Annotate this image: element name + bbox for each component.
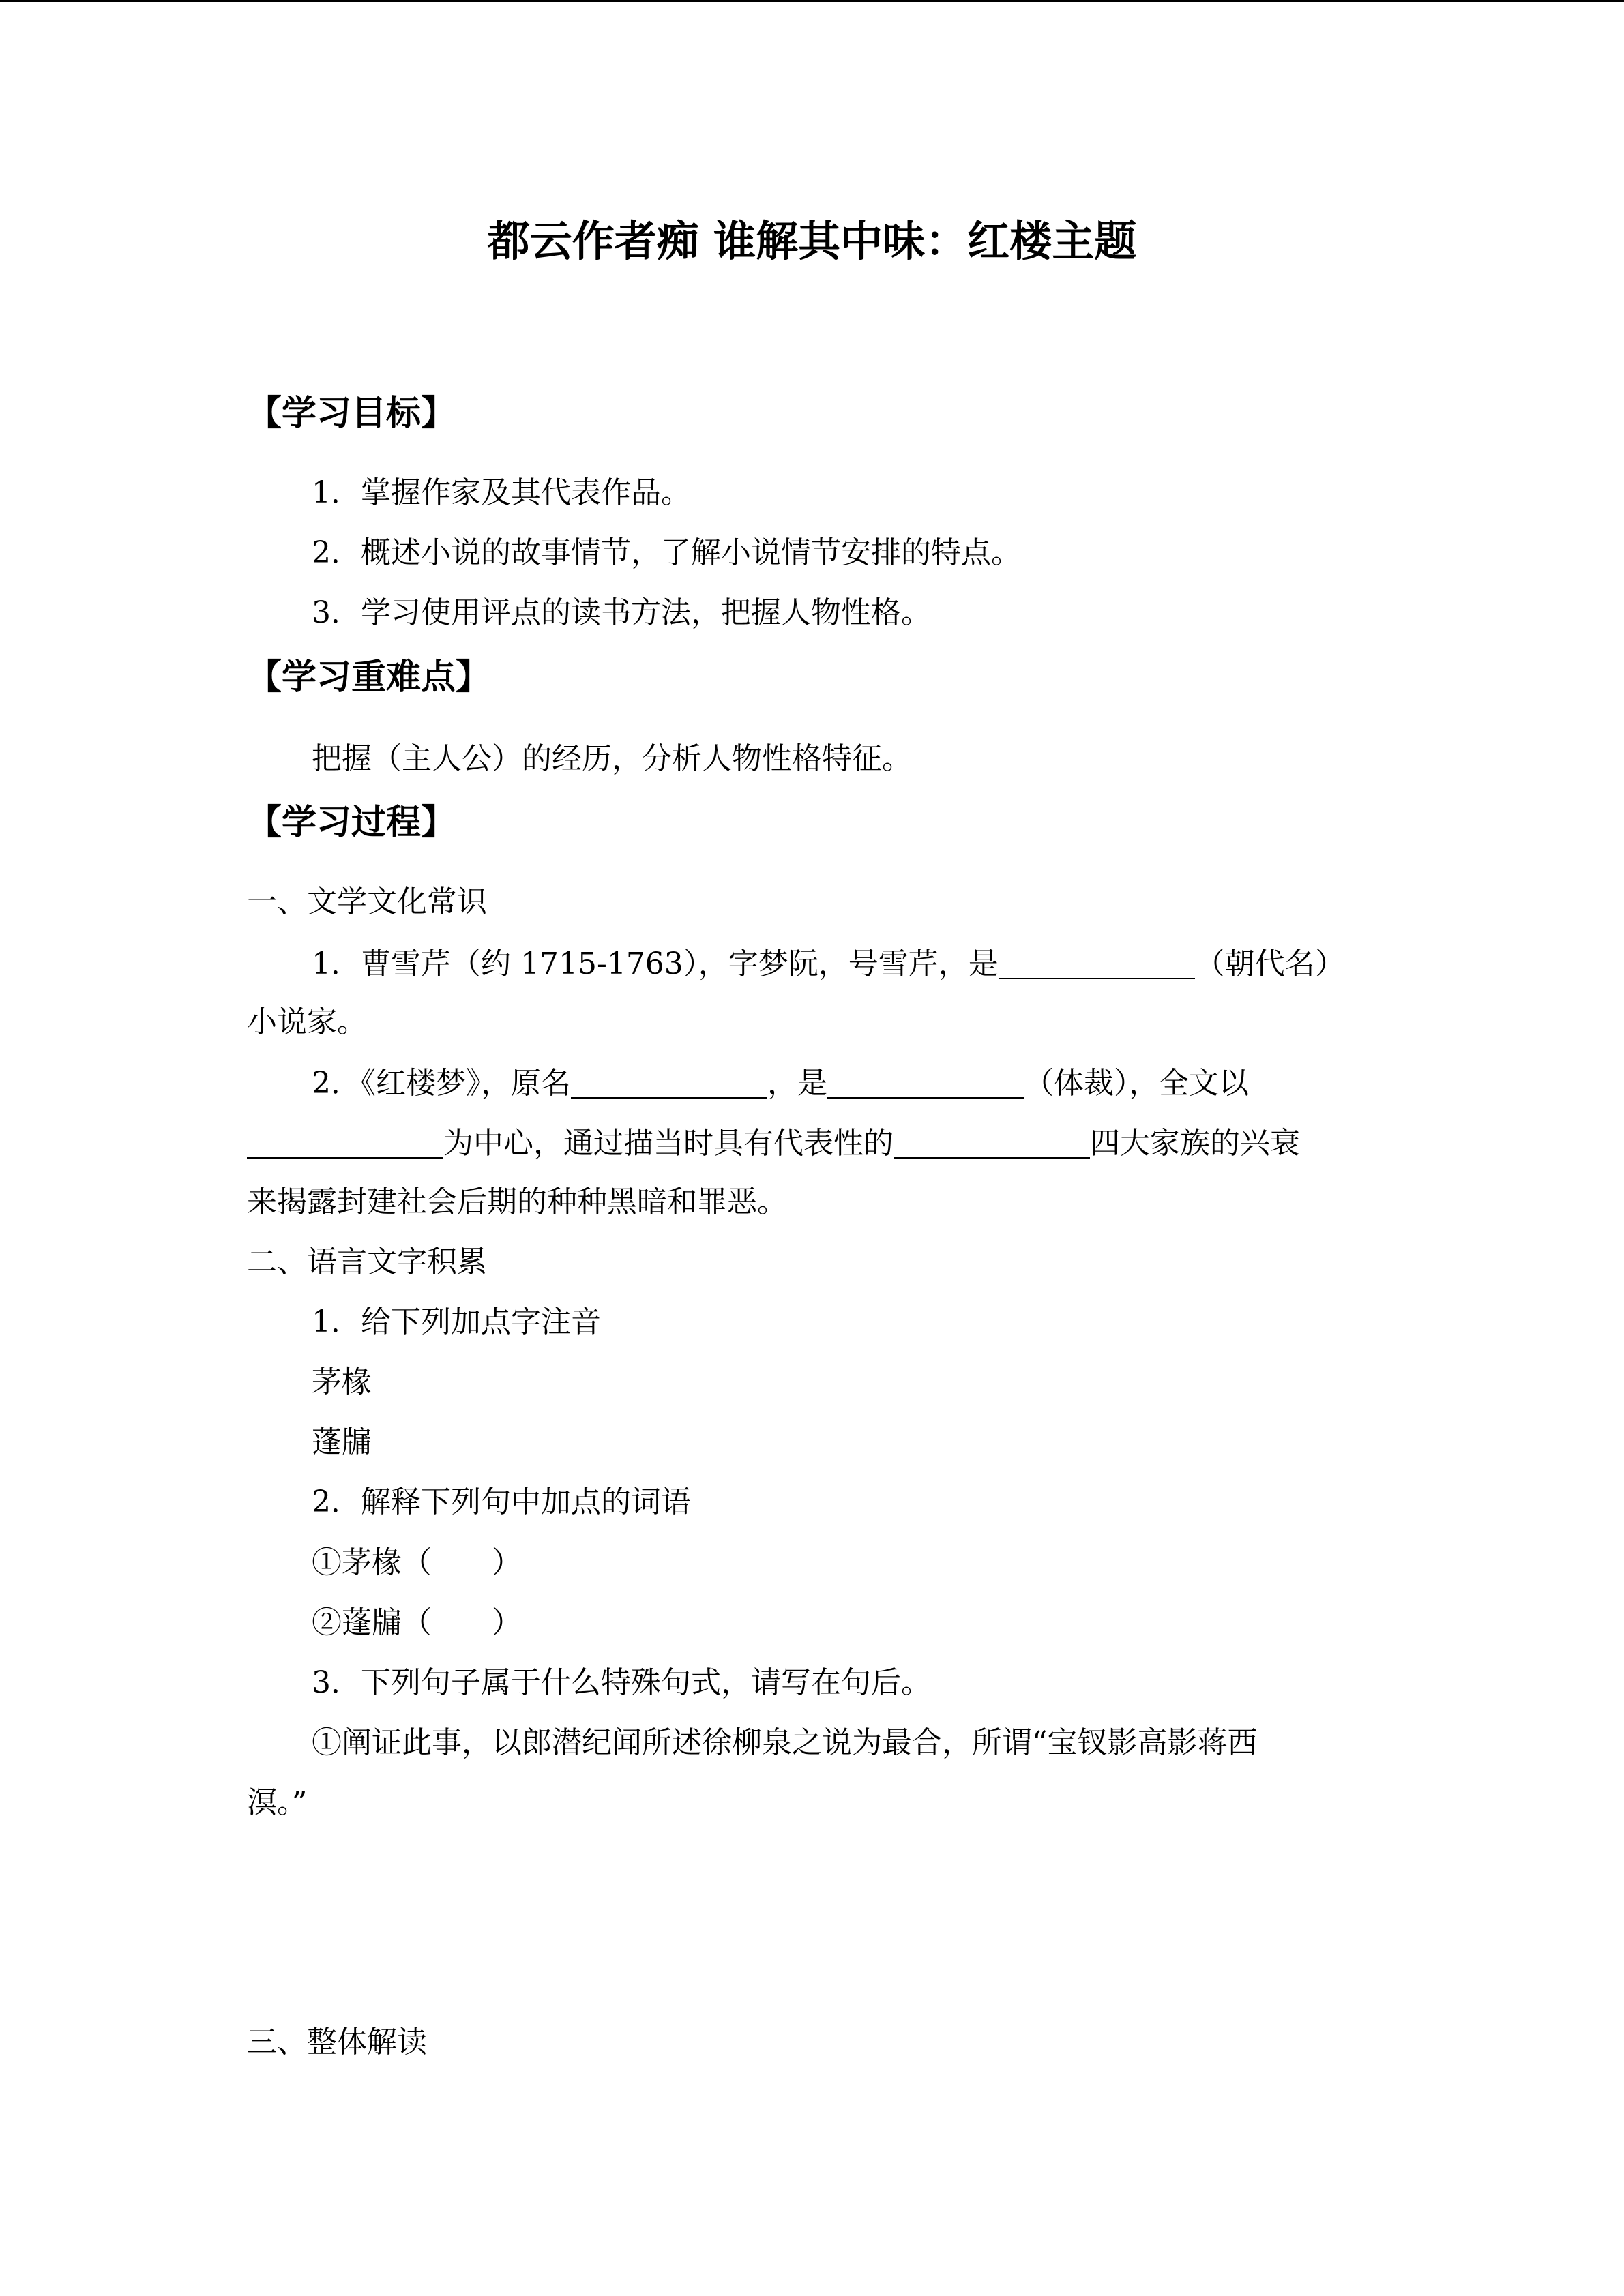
part3-heading: 三、整体解读 [247, 2025, 427, 2059]
objective-item-3: 3．学习使用评点的读书方法，把握人物性格。 [312, 595, 931, 630]
part1-q2-line3: 来揭露封建社会后期的种种黑暗和罪恶。 [247, 1184, 787, 1219]
objective-item-2: 2．概述小说的故事情节，了解小说情节安排的特点。 [312, 535, 1021, 570]
part1-q1-line2: 小说家。 [247, 1004, 367, 1039]
part1-q2-c: （体裁），全文以 [1024, 1066, 1249, 1101]
part1-q1-after: （朝代名） [1194, 946, 1345, 981]
part2-sentence-line2: 溟。” [247, 1785, 308, 1820]
word-2: 蓬牖 [312, 1425, 372, 1459]
objectives-heading: 【学习目标】 [247, 393, 456, 434]
part2-q1: 1．给下列加点字注音 [312, 1304, 601, 1339]
part1-q1-line1 [312, 948, 1345, 979]
part2-q3: 3．下列句子属于什么特殊句式，请写在句后。 [312, 1665, 931, 1700]
part2-q2: 2．解释下列句中加点的词语 [312, 1485, 691, 1519]
explain-2-suffix: ） [492, 1605, 522, 1640]
part1-heading: 一、文学文化常识 [247, 884, 487, 919]
original-name-blank[interactable] [571, 1067, 767, 1099]
part2-sentence-line1: ①阐证此事，以郎潜纪闻所述徐柳泉之说为最合，所谓“宝钗影高影蒋西 [312, 1725, 1258, 1760]
explain-item-2 [312, 1605, 522, 1640]
part1-q2-e: 四大家族的兴衰 [1090, 1126, 1300, 1161]
families-blank[interactable] [894, 1127, 1090, 1159]
part1-q2-b: ，是 [767, 1066, 827, 1101]
explain-item-1 [312, 1545, 522, 1580]
explain-1-prefix: ①茅椽（ [312, 1545, 432, 1580]
part1-q2-a: 2．《红楼梦》，原名 [312, 1066, 571, 1101]
key-points-heading: 【学习重难点】 [247, 657, 491, 698]
part1-q2-d: 为中心，通过描当时具有代表性的 [443, 1126, 894, 1161]
page-title: 都云作者痴 谁解其中味：红楼主题 [487, 216, 1137, 266]
part2-heading: 二、语言文字积累 [247, 1244, 487, 1279]
word-1: 茅椽 [312, 1365, 372, 1399]
dynasty-blank[interactable] [999, 948, 1195, 979]
genre-blank[interactable] [827, 1067, 1024, 1099]
part1-q2-line1 [312, 1067, 1249, 1099]
explain-2-prefix: ②蓬牖（ [312, 1605, 432, 1640]
part1-q2-line2 [247, 1127, 1300, 1159]
process-heading: 【学习过程】 [247, 803, 456, 843]
part1-q1-before: 1．曹雪芹（约 1715-1763），字梦阮，号雪芹，是 [312, 946, 999, 981]
objective-item-1: 1．掌握作家及其代表作品。 [312, 475, 691, 510]
center-blank[interactable] [247, 1127, 443, 1159]
explain-1-suffix: ） [492, 1545, 522, 1580]
key-points-text: 把握（主人公）的经历，分析人物性格特征。 [312, 741, 912, 776]
